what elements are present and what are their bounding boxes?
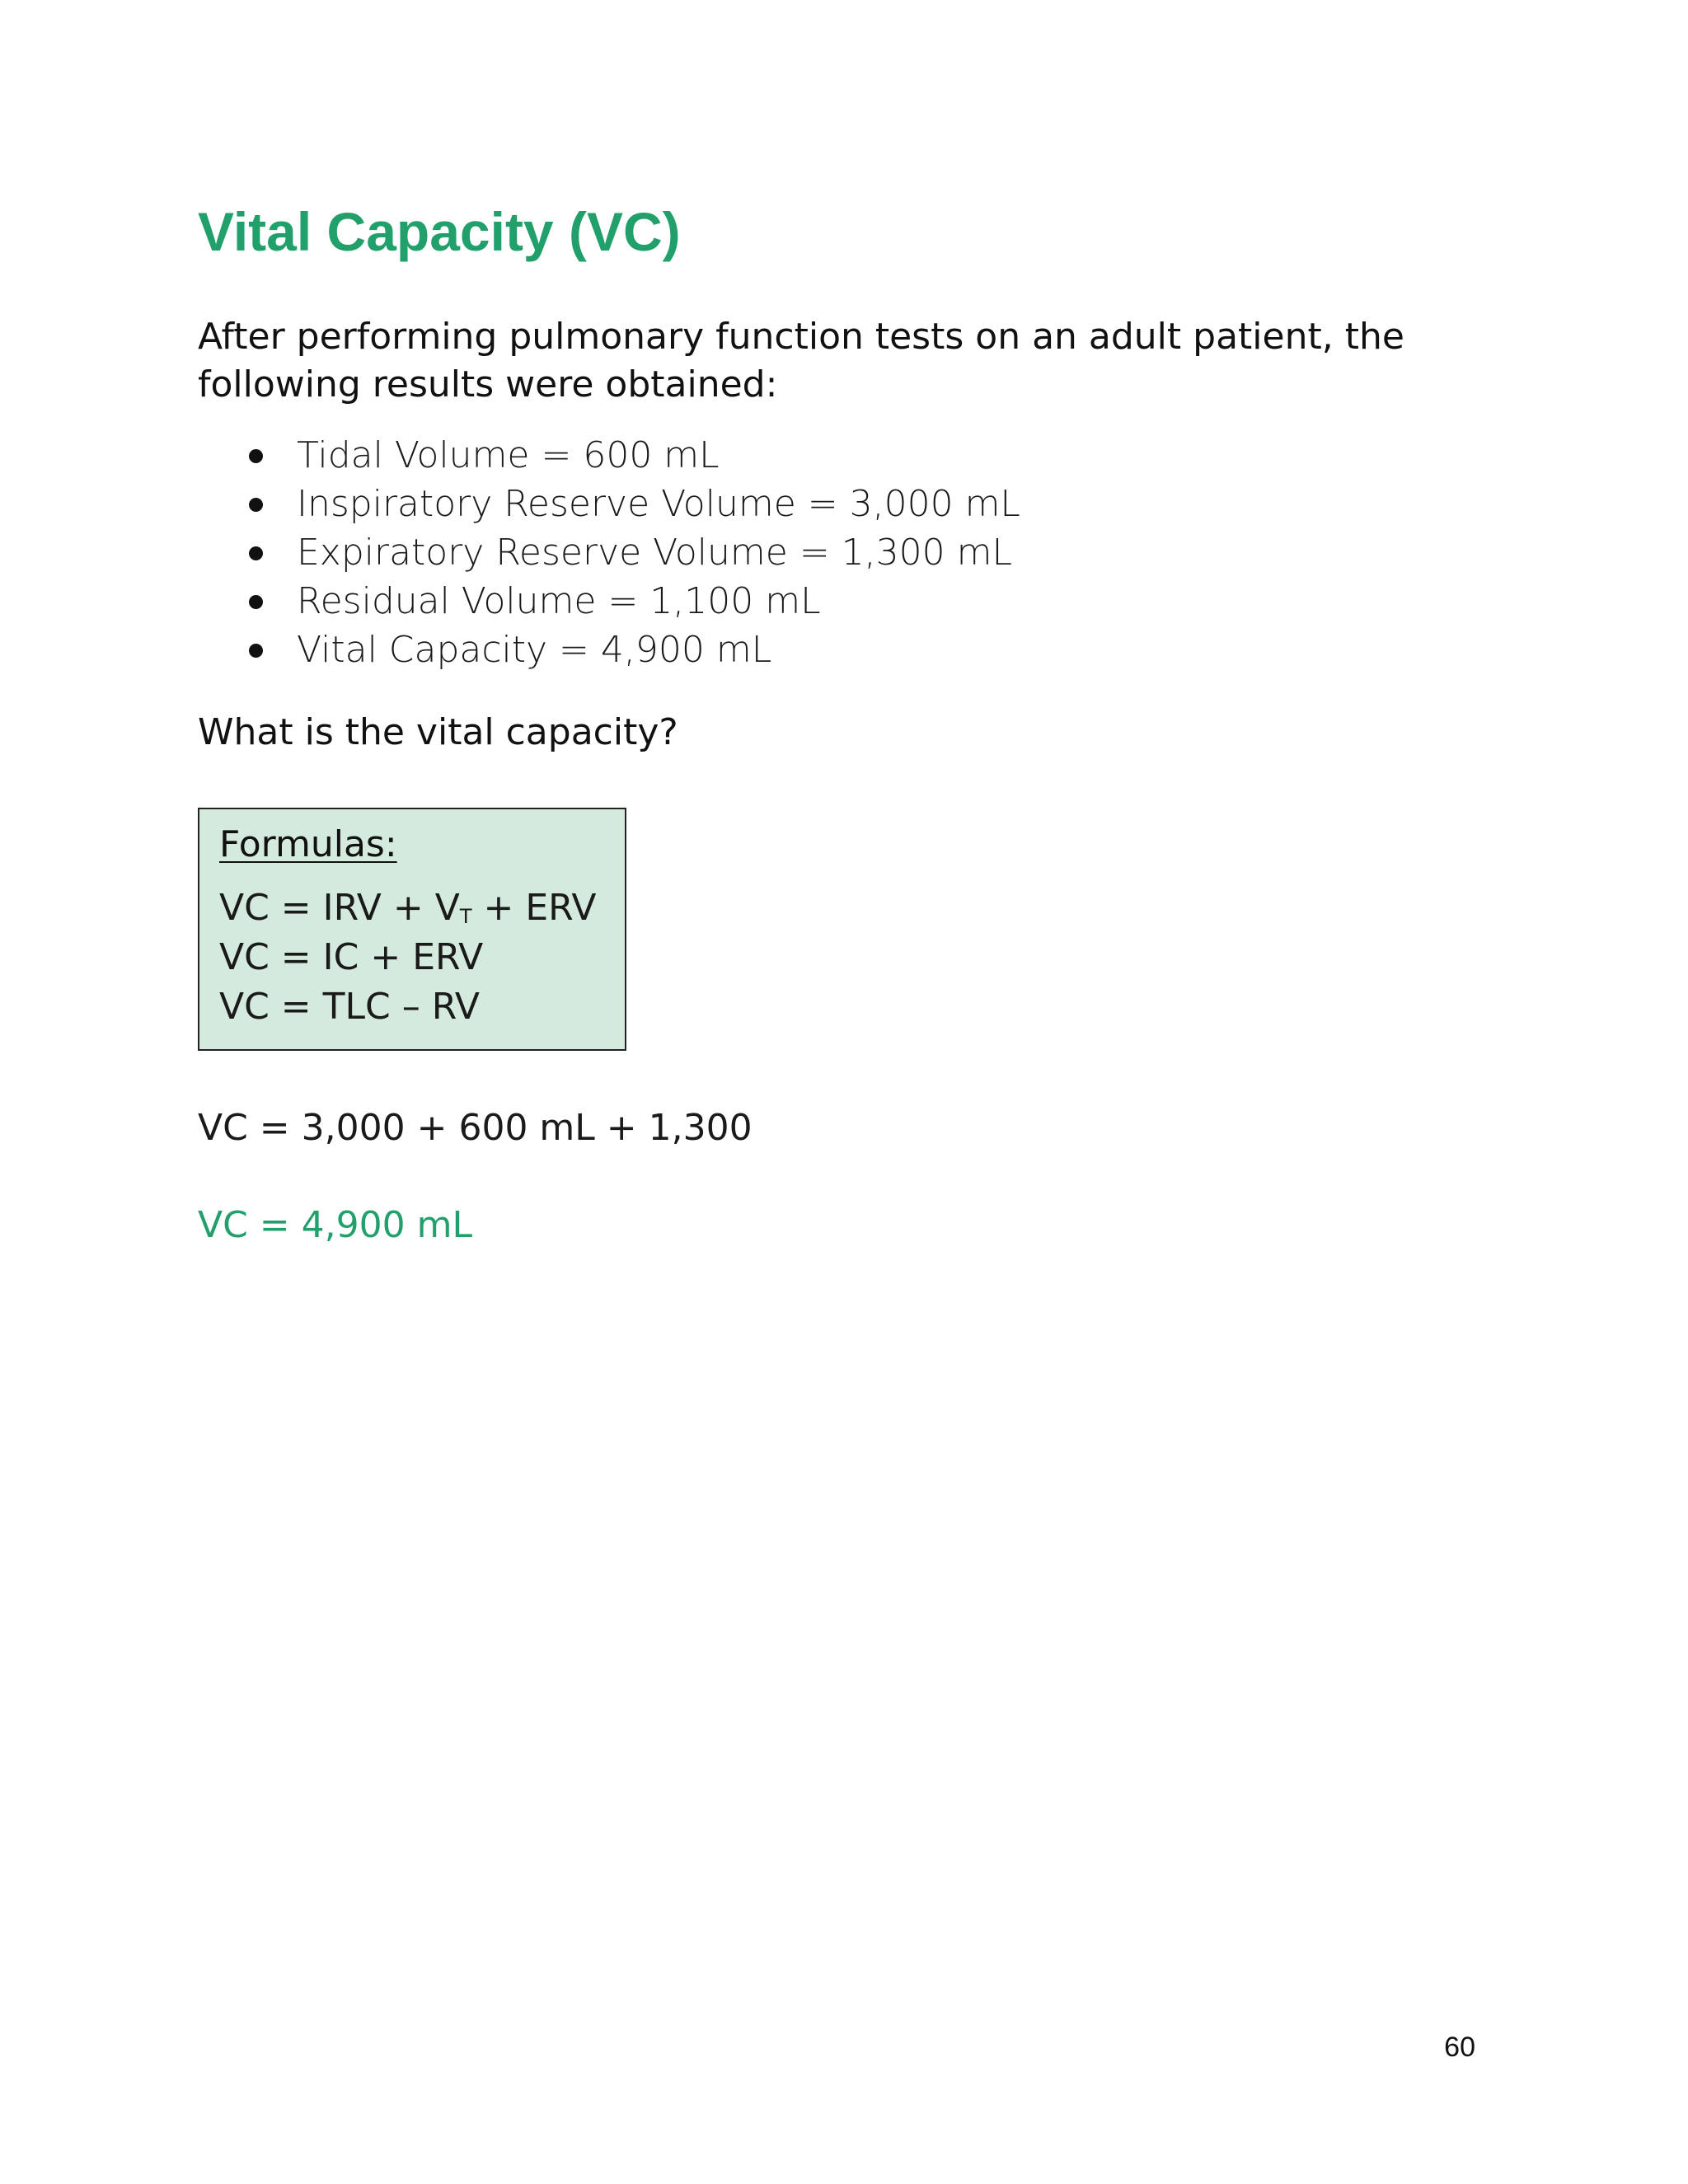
list-item-text: Vital Capacity = 4,900 mL <box>297 629 772 671</box>
calculation-line: VC = 3,000 + 600 mL + 1,300 <box>198 1107 753 1149</box>
formula-line-2: VC = IC + ERV <box>219 936 484 978</box>
list-item <box>198 480 1020 528</box>
list-item <box>198 577 1020 626</box>
results-list <box>198 431 1020 674</box>
formula-box <box>198 808 626 1051</box>
answer-line: VC = 4,900 mL <box>198 1204 472 1246</box>
list-item <box>198 431 1020 480</box>
bullet-icon <box>249 595 263 609</box>
formula-line-1-suffix: + ERV <box>471 887 597 929</box>
bullet-icon <box>249 449 263 463</box>
formula-line-1-subscript: T <box>459 905 472 928</box>
bullet-icon <box>249 546 263 560</box>
bullet-icon <box>249 644 263 658</box>
question-text: What is the vital capacity? <box>198 711 678 753</box>
list-item-text: Expiratory Reserve Volume = 1,300 mL <box>297 532 1012 574</box>
list-item-text: Inspiratory Reserve Volume = 3,000 mL <box>297 483 1020 525</box>
list-item-text: Tidal Volume = 600 mL <box>297 434 720 476</box>
list-item <box>198 528 1020 577</box>
formula-line-3: VC = TLC – RV <box>219 986 481 1028</box>
page-title: Vital Capacity (VC) <box>198 201 681 262</box>
formula-line-1-prefix: VC = IRV + V <box>219 887 460 929</box>
list-item <box>198 626 1020 674</box>
formula-line-1 <box>219 883 625 933</box>
intro-paragraph: After performing pulmonary function tests on an adult patient, the following results were obtained: <box>198 316 1404 405</box>
list-item-text: Residual Volume = 1,100 mL <box>297 580 821 622</box>
page-number: 60 <box>1444 2032 1475 2063</box>
bullet-icon <box>249 498 263 512</box>
formula-heading: Formulas: <box>219 823 397 865</box>
